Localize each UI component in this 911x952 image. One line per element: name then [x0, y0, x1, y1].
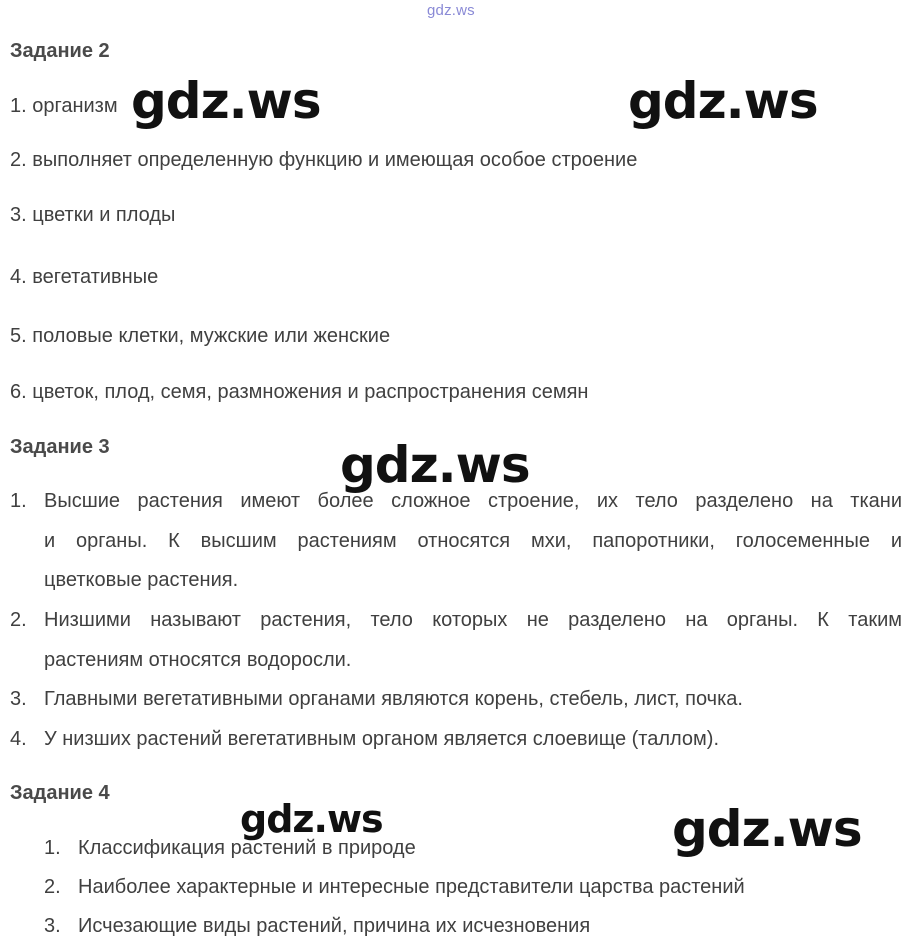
task3-item-3-line-1: Главными вегетативными органами являются корень, стебель, лист, почка.: [44, 688, 743, 710]
task2-item-4: 4. вегетативные: [10, 266, 159, 288]
task3-item-2-line-2: растениям относятся водоросли.: [44, 649, 352, 671]
task4-heading: Задание 4: [10, 782, 110, 804]
task4-item-2-number: 2.: [44, 876, 61, 898]
watermark-4: gdz.ws: [240, 797, 383, 841]
task4-item-1-number: 1.: [44, 837, 61, 859]
watermark-5: gdz.ws: [672, 800, 862, 858]
task2-item-6: 6. цветок, плод, семя, размножения и распространения семян: [10, 381, 589, 403]
task2-item-5: 5. половые клетки, мужские или женские: [10, 325, 391, 347]
task3-item-1-line-2: и органы. К высшим растениям относятся мхи, папоротники, голосеменные и: [44, 530, 902, 552]
task3-item-1-number: 1.: [10, 490, 27, 512]
task2-item-2: 2. выполняет определенную функцию и имеющая особое строение: [10, 149, 638, 171]
watermark-1: gdz.ws: [131, 72, 321, 130]
watermark-3: gdz.ws: [340, 436, 530, 494]
task4-item-3-number: 3.: [44, 915, 61, 937]
task2-item-1: 1. организм: [10, 95, 118, 117]
task3-item-4-number: 4.: [10, 728, 27, 750]
task3-item-1-line-1: Высшие растения имеют более сложное строение, их тело разделено на ткани: [44, 490, 902, 512]
task3-item-1-line-3: цветковые растения.: [44, 569, 239, 591]
task2-item-3: 3. цветки и плоды: [10, 204, 176, 226]
task3-item-3-number: 3.: [10, 688, 27, 710]
task4-item-3-text: Исчезающие виды растений, причина их исчезновения: [78, 915, 591, 937]
task3-heading: Задание 3: [10, 436, 110, 458]
task4-item-2-text: Наиболее характерные и интересные представители царства растений: [78, 876, 745, 898]
task2-heading: Задание 2: [10, 40, 110, 62]
site-mark: gdz.ws: [427, 2, 475, 19]
watermark-2: gdz.ws: [628, 72, 818, 130]
task3-item-2-number: 2.: [10, 609, 27, 631]
task3-item-2-line-1: Низшими называют растения, тело которых не разделено на органы. К таким: [44, 609, 902, 631]
task3-item-4-line-1: У низших растений вегетативным органом является слоевище (таллом).: [44, 728, 720, 750]
task4-item-1-text: Классификация растений в природе: [78, 837, 416, 859]
